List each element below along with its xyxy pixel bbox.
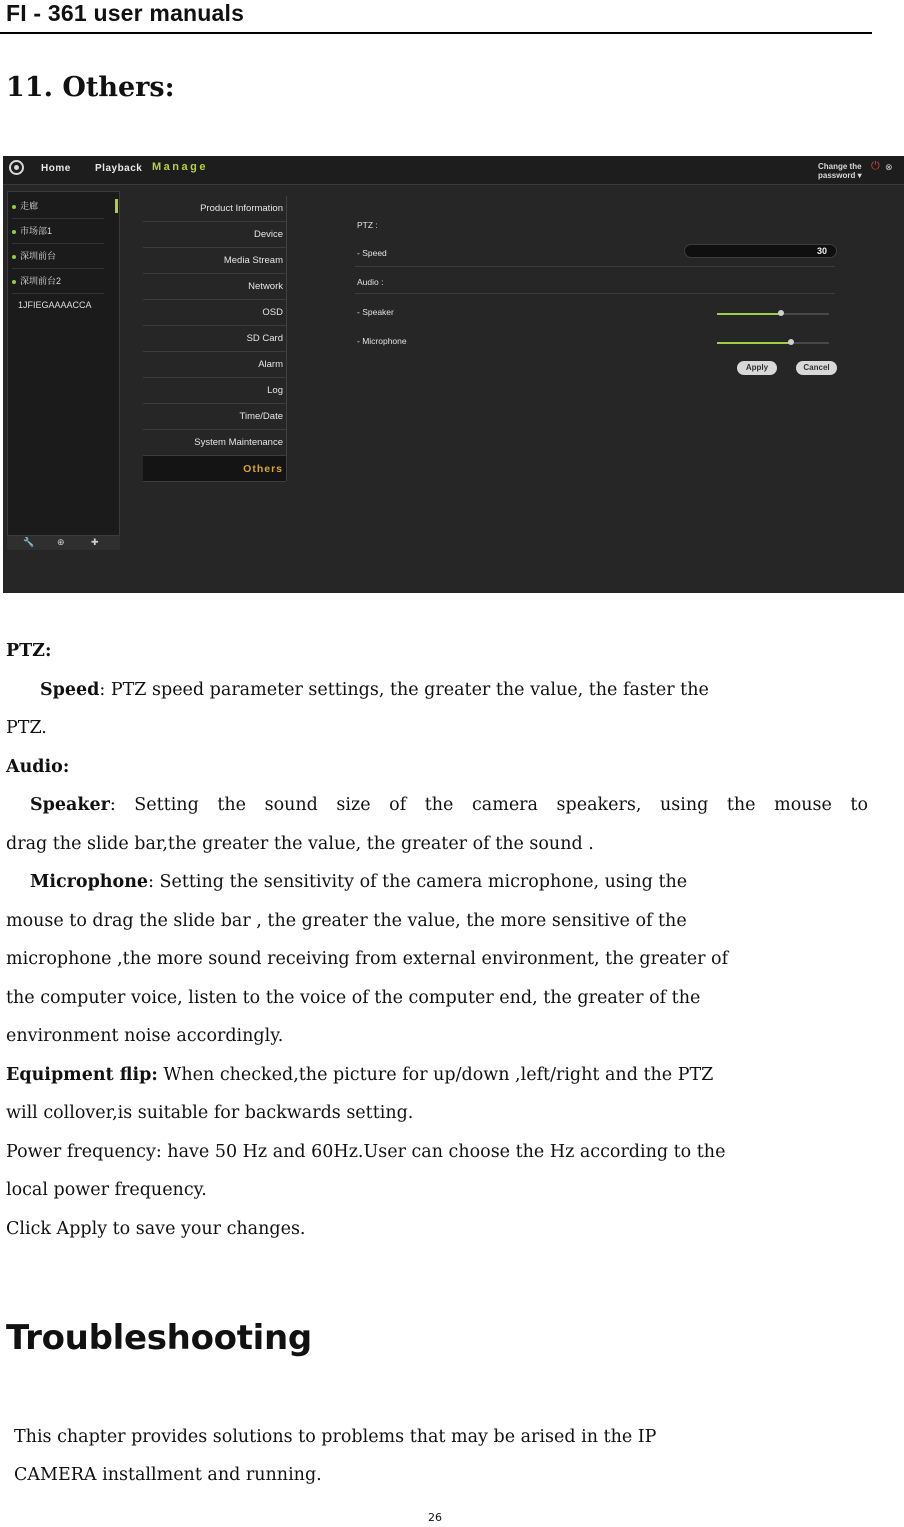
menu-item-log[interactable]: Log — [143, 378, 286, 404]
speaker-label: - Speaker — [357, 307, 394, 317]
menu-item-device[interactable]: Device — [143, 222, 286, 248]
power-frequency-text-2: local power frequency. — [6, 1180, 207, 1200]
content-divider — [355, 293, 835, 294]
header-rule — [0, 32, 872, 34]
menu-item-network[interactable]: Network — [143, 274, 286, 300]
menu-item-others[interactable]: Others — [143, 456, 286, 482]
zoom-icon[interactable]: ⊕ — [57, 537, 65, 547]
device-item[interactable] — [12, 219, 104, 244]
camera-logo-icon — [9, 160, 24, 175]
device-toolbar — [7, 536, 120, 550]
power-frequency-text: Power frequency: have 50 Hz and 60Hz.User can choose the Hz according to the — [6, 1141, 726, 1162]
speaker-slider-fill — [717, 313, 781, 315]
document-header: FI - 361 user manuals — [6, 0, 245, 26]
microphone-text-2: mouse to drag the slide bar , the greater the value, the more sensitive of the — [6, 910, 687, 931]
device-selected-indicator — [115, 199, 118, 213]
troubleshooting-title: Troubleshooting — [6, 1318, 312, 1358]
top-bar — [3, 156, 904, 185]
nav-manage[interactable]: Manage — [152, 161, 208, 173]
speed-label: - Speed — [357, 248, 387, 258]
device-list-panel — [7, 191, 120, 536]
page-number: 26 — [428, 1511, 442, 1524]
menu-item-system-maintenance[interactable]: System Maintenance — [143, 430, 286, 456]
menu-item-media-stream[interactable]: Media Stream — [143, 248, 286, 274]
device-item[interactable] — [12, 194, 104, 219]
speaker-slider[interactable] — [717, 313, 829, 315]
nav-home[interactable]: Home — [41, 163, 71, 174]
microphone-text: : Setting the sensitivity of the camera microphone, using the — [148, 872, 688, 892]
change-password-link[interactable] — [818, 162, 862, 180]
device-label: 深圳前台2 — [20, 276, 62, 286]
speed-value: 30 — [816, 246, 827, 256]
add-icon[interactable]: ✚ — [91, 537, 99, 547]
microphone-text-4: the computer voice, listen to the voice of the computer end, the greater of the — [6, 987, 701, 1008]
menu-item-osd[interactable]: OSD — [143, 300, 286, 326]
speaker-term: Speaker — [30, 795, 110, 815]
microphone-term: Microphone — [30, 872, 149, 892]
apply-instruction: Click Apply to save your changes. — [6, 1218, 306, 1239]
device-item[interactable]: 1JFIEGAAAACCA — [18, 300, 92, 310]
device-item[interactable] — [12, 244, 104, 269]
menu-divider — [286, 196, 287, 481]
online-dot-icon — [12, 280, 16, 284]
content-divider — [355, 266, 835, 267]
microphone-label: - Microphone — [357, 336, 407, 346]
close-icon[interactable]: ⊗ — [885, 162, 893, 172]
troubleshooting-body — [14, 1418, 874, 1494]
device-label: 走廊 — [20, 201, 39, 211]
audio-label: Audio : — [357, 277, 384, 287]
online-dot-icon — [12, 205, 16, 209]
troubleshooting-text-1: This chapter provides solutions to problems that may be arised in the IP — [14, 1427, 657, 1447]
microphone-slider[interactable] — [717, 342, 829, 344]
change-password-line1: Change the — [818, 162, 862, 171]
manual-body — [6, 632, 868, 1248]
ptz-label: PTZ : — [357, 220, 378, 230]
menu-item-alarm[interactable]: Alarm — [143, 352, 286, 378]
menu-item-product-information[interactable]: Product Information — [143, 196, 286, 222]
speed-input[interactable] — [684, 244, 837, 258]
speaker-text-2: drag the slide bar,the greater the value, the greater of the sound . — [6, 833, 594, 854]
speed-text: : PTZ speed parameter settings, the greater the value, the faster the — [99, 679, 709, 700]
device-label: 市场部1 — [20, 226, 53, 236]
flip-text-2: will collover,is suitable for backwards setting. — [6, 1103, 414, 1123]
speed-term: Speed — [40, 679, 100, 700]
change-password-line2: password ▾ — [818, 171, 862, 180]
embedded-screenshot — [3, 156, 904, 593]
nav-playback[interactable]: Playback — [95, 163, 143, 174]
online-dot-icon — [12, 230, 16, 234]
microphone-slider-fill — [717, 342, 791, 344]
flip-text: When checked,the picture for up/down ,left/right and the PTZ — [157, 1064, 714, 1085]
online-dot-icon — [12, 255, 16, 259]
menu-item-sd-card[interactable]: SD Card — [143, 326, 286, 352]
menu-item-time-date[interactable]: Time/Date — [143, 404, 286, 430]
cancel-button[interactable]: Cancel — [796, 361, 837, 375]
microphone-text-5: environment noise accordingly. — [6, 1026, 284, 1046]
section-title: 11. Others: — [6, 72, 175, 103]
troubleshooting-text-2: CAMERA installment and running. — [14, 1465, 322, 1485]
microphone-text-3: microphone ,the more sound receiving from external environment, the greater of — [6, 949, 729, 969]
microphone-slider-knob[interactable] — [788, 339, 794, 345]
device-item[interactable] — [12, 269, 104, 294]
power-icon[interactable]: ⏻ — [871, 160, 880, 172]
wrench-icon[interactable]: 🔧 — [23, 537, 35, 547]
ptz-heading: PTZ: — [6, 641, 52, 661]
device-label: 深圳前台 — [20, 251, 57, 261]
speed-text-2: PTZ. — [6, 718, 47, 738]
speaker-slider-knob[interactable] — [778, 310, 784, 316]
apply-button[interactable]: Apply — [737, 361, 777, 375]
flip-term: Equipment flip: — [6, 1064, 158, 1085]
audio-heading: Audio: — [6, 756, 70, 777]
speaker-text: : Setting the sound size of the camera speakers, using the mouse to — [109, 795, 868, 815]
settings-menu — [143, 196, 286, 482]
